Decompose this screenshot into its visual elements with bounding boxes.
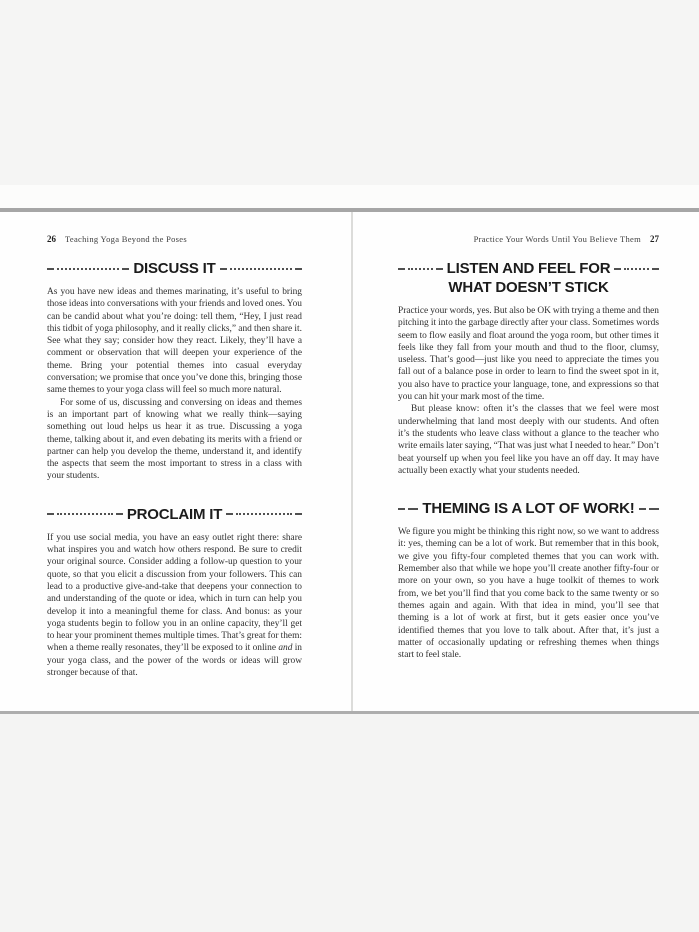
dotted-rule-left bbox=[398, 268, 443, 270]
section-heading-theming-is-work bbox=[398, 500, 659, 517]
paragraph-italic-word: and bbox=[278, 643, 293, 654]
book-spread bbox=[0, 212, 699, 711]
heading-text-line1: LISTEN AND FEEL FOR bbox=[446, 260, 611, 277]
running-head-title-right: Practice Your Words Until You Believe Them bbox=[473, 234, 641, 244]
running-head-left bbox=[47, 234, 302, 244]
bottom-background-band bbox=[0, 714, 699, 932]
paragraph: We figure you might be thinking this right now, so we want to address it: yes, theming can be a lot of work. But remember that in this book, we give you fifty-four completed themes that you can work with. Remember also that while we hope you’ll create another fifty-four or more on your own, so you have a huge toolkit of themes to work from, we bet you’ll find that you come back to the same twenty or so themes again and again. With that idea in mind, you’ll see that theming is a lot of work at first, but it gets easier once you’ve identified themes that you love to talk about. After that, it’s just a matter of occasionally updating or refreshing themes when things start to feel stale. bbox=[398, 527, 659, 661]
dotted-rule-left bbox=[47, 268, 129, 270]
dotted-rule-left bbox=[398, 508, 418, 510]
paragraph: Practice your words, yes. But also be OK with trying a theme and then pitching it into the garbage directly after your class. Sometimes words seem to flow easily and float around the yoga room, but other times it feels like they fall from your mouth and thud to the floor, clumsy, useless. That’s good—just like you need to appreciate the times you fall out of a balance pose in order to learn to find the sweet spot in it, you also have to practice your language, tone, and expressions so that you can hit your mark most of the time. bbox=[398, 306, 659, 403]
top-light-strip bbox=[0, 185, 699, 208]
page-number-left: 26 bbox=[47, 234, 56, 244]
dotted-rule-right bbox=[220, 268, 302, 270]
section-heading-discuss-it bbox=[47, 260, 302, 277]
heading-text-line2: WHAT DOESN’T STICK bbox=[448, 279, 609, 296]
paragraph: But please know: often it’s the classes that we feel were most underwhelming that land most deeply with our students. And often it’s the students who leave class without a glance to the teacher who write emails later saying, “That was just what I needed to hear.” Don’t beat yourself up when you feel like you have an off day. It may have actually been exactly what your students needed. bbox=[398, 404, 659, 476]
dotted-rule-left bbox=[47, 513, 123, 515]
page-number-right: 27 bbox=[650, 234, 659, 244]
heading-text: DISCUSS IT bbox=[133, 260, 216, 277]
section-heading-proclaim-it bbox=[47, 506, 302, 523]
top-background-band bbox=[0, 0, 699, 185]
running-head-title-left: Teaching Yoga Beyond the Poses bbox=[65, 234, 187, 244]
heading-text: PROCLAIM IT bbox=[126, 505, 223, 523]
dotted-rule-right bbox=[614, 268, 659, 270]
dotted-rule-right bbox=[226, 513, 302, 515]
running-head-right bbox=[398, 234, 659, 244]
section-heading-listen-and-feel bbox=[398, 260, 659, 296]
paragraph: As you have new ideas and themes marinating, it’s useful to bring those ideas into conversations with your friends and loved ones. You can be candid about what you’re doing: tell them, “Hey, I just read this tidbit of yoga philosophy, and it really clicks,” and then share it. See what they say; consider how they react. Likely, they’ll have a comment or observation that will deepen your experience of the theme. Bring your potential themes into casual everyday conversation; we promise that once you’ve done this, bringing those same themes to your yoga class will feel so much more natural. bbox=[47, 287, 302, 396]
dotted-rule-right bbox=[639, 508, 659, 510]
paragraph bbox=[47, 532, 302, 680]
paragraph-text: If you use social media, you have an easy outlet right there: share what inspires you and watch how others respond. Be sure to credit your original source. Consider adding a follow-up question to your quote, so that you elicit a discussion from your followers. This can lead to a productive give-and-take that deepens your connection to and understanding of the quote or idea, which in turn can help you develop it into a meaningful theme for class. And bonus: as your yoga students begin to follow you in an online capacity, they’ll get to hear your prominent themes multiple times. That’s great for them: when a theme really resonates, they’ll be exposed to it online bbox=[47, 532, 302, 654]
paragraph-text: in your yoga class, and the power of the words or ideas will grow stronger because of that. bbox=[47, 643, 302, 679]
page-left bbox=[0, 212, 353, 711]
paragraph: For some of us, discussing and conversing on ideas and themes is an important part of knowing what we really think—saying something out loud helps us hear it as true. Discussing a yoga theme, talking about it, and even debating its merits with a friend or partner can help you develop the theme, understand it, and identify the aspects that seem the most important to stress in a class with your students. bbox=[47, 397, 302, 482]
page-right bbox=[353, 212, 699, 711]
heading-text: THEMING IS A LOT OF WORK! bbox=[422, 500, 635, 518]
